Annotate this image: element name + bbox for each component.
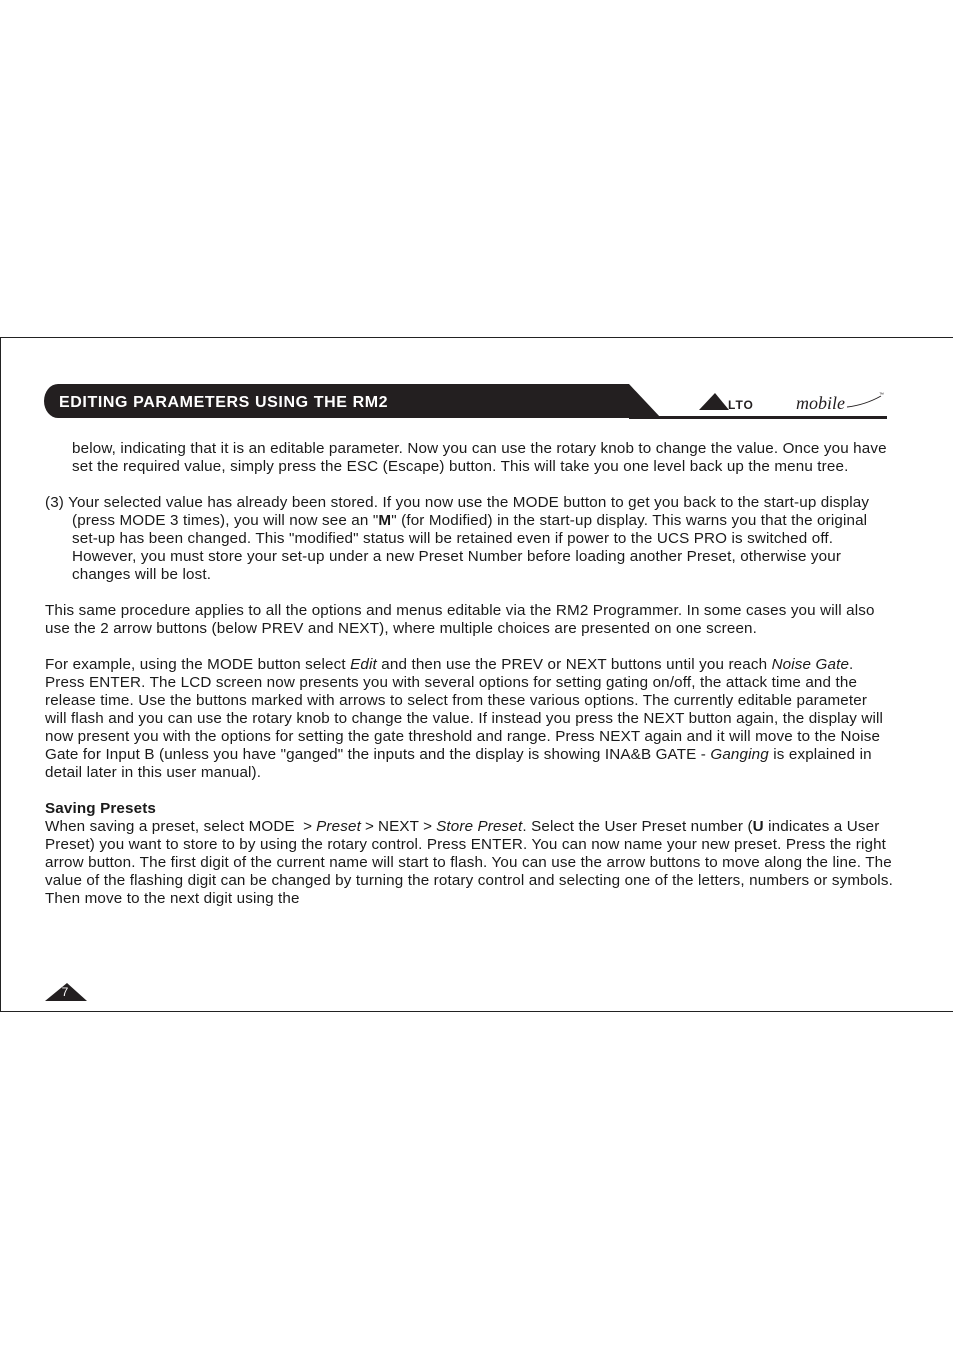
alto-mobile-logo bbox=[697, 388, 889, 414]
svg-text:™: ™ bbox=[879, 392, 884, 398]
page-number: 7 bbox=[61, 985, 69, 999]
paragraph-step-3: (3) Your selected value has already been stored. If you now use the MODE button to get you back to the start-up display (press MODE 3 times), you will now see an "M" (for Modified) in the start-up display. This warns you that the original set-up has been changed. This "modified" status will be retained even if power to the UCS PRO is switched off. However, you must store your set-up under a new Preset Number before loading another Preset, otherwise your changes will be lost. bbox=[45, 494, 870, 583]
body-text bbox=[45, 440, 893, 908]
paragraph-procedure: This same procedure applies to all the options and menus editable via the RM2 Programmer. In some cases you will also use the 2 arrow buttons (below PREV and NEXT), where multiple choices are presented on one screen. bbox=[45, 602, 875, 637]
svg-text:LTO: LTO bbox=[728, 398, 754, 412]
section-heading-saving-presets: Saving Presets bbox=[45, 800, 157, 817]
page-title: EDITING PARAMETERS USING THE RM2 bbox=[59, 394, 389, 411]
svg-text:mobile: mobile bbox=[796, 393, 845, 413]
paragraph-saving-presets: When saving a preset, select MODE > Preset > NEXT > Store Preset. Select the User Preset number (U indicates a User Preset) you want to store to by using the rotary control. Press ENTER. You can now name your new preset. Press the right arrow button. The first digit of the current name will start to flash. You can use the arrow buttons to move along the line. The value of the flashing digit can be changed by turning the rotary control and selecting one of the letters, numbers or symbols. Then move to the next digit using the bbox=[45, 818, 893, 907]
paragraph-continuation: below, indicating that it is an editable parameter. Now you can use the rotary knob to change the value. Once you have set the required value, simply press the ESC (Escape) button. This will take you one level back up the menu tree. bbox=[72, 440, 887, 475]
paragraph-example: For example, using the MODE button select Edit and then use the PREV or NEXT buttons until you reach Noise Gate. Press ENTER. The LCD screen now presents you with several options for setting gating on/off, the attack time and the release time. Use the buttons marked with arrows to select from these various options. The currently editable parameter will flash and you can use the rotary knob to change the value. If instead you press the NEXT button again, the display will now present you with the options for setting the gate threshold and range. Press NEXT again and it will move to the Noise Gate for Input B (unless you have "ganged" the inputs and the display is showing INA&B GATE - Ganging is explained in detail later in this user manual). bbox=[45, 656, 884, 781]
